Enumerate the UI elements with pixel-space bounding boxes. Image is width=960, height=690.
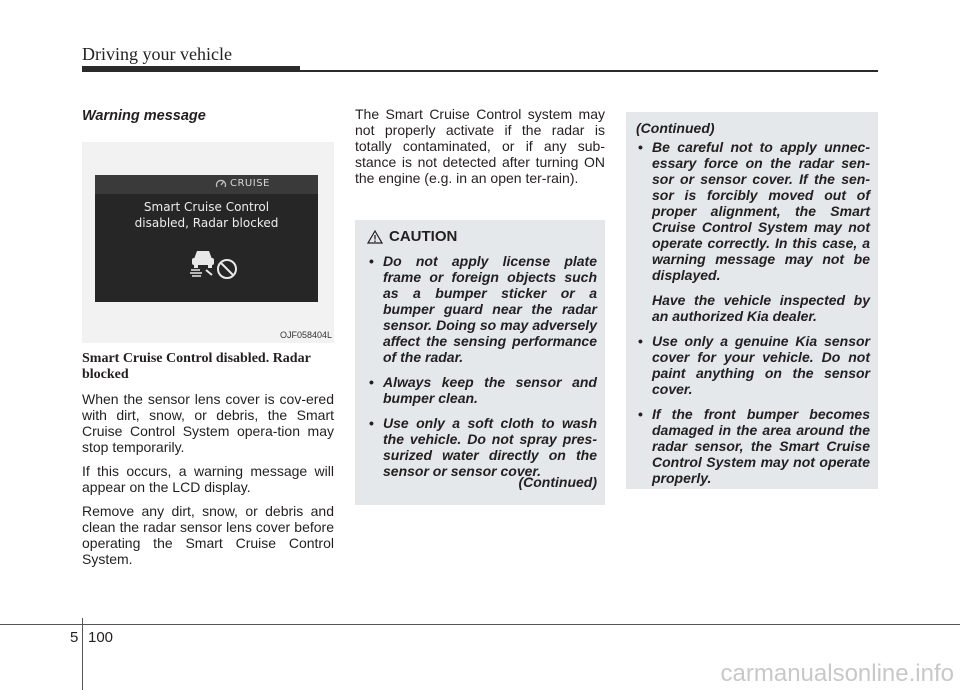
continued-list (634, 139, 870, 495)
footer-divider (82, 618, 83, 690)
caution-box (355, 220, 605, 505)
page-header-title: Driving your vehicle (82, 44, 232, 64)
lcd-display (95, 175, 318, 302)
lcd-cruise-label: CRUISE (230, 178, 270, 189)
body-paragraph-2: If this occurs, a warning message will appear on the LCD display. (82, 463, 334, 495)
continued-item: • Use only a genuine Kia sensor cover for your vehicle. Do not paint anything on the sensor cover. (638, 333, 870, 397)
continued-box (626, 112, 878, 489)
lcd-figure (82, 142, 334, 343)
radar-blocked-icon (188, 245, 238, 281)
page-number: 100 (88, 629, 114, 646)
header-rule-thin (300, 70, 878, 72)
left-column (82, 108, 334, 575)
middle-paragraph: The Smart Cruise Control system may not properly activate if the radar is totally contaminated, or if any sub-stance is not detected after turning ON the engine (e.g. in an open ter-rain). (355, 106, 605, 186)
continued-heading: (Continued) (636, 120, 715, 136)
caution-item: • Use only a soft cloth to wash the vehicle. Do not spray pres-surized water directly on the sensor or sensor cover. (369, 415, 597, 479)
lcd-message-line2: disabled, Radar blocked (134, 216, 279, 230)
footer-rule (0, 624, 960, 625)
lcd-message (95, 199, 318, 231)
subheading: Smart Cruise Control disabled. Radar blocked (82, 351, 311, 382)
cruise-indicator-icon (215, 178, 227, 190)
warning-triangle-icon (367, 230, 383, 244)
header-rule-thick (82, 66, 300, 72)
continued-item: • Be careful not to apply unnec-essary force on the radar sen-sor or sensor cover. If the sen-sor is forcibly moved out of proper alignment, the Smart Cruise Control System may not operate correctly. In this case, a warning message may not be displayed. (638, 139, 870, 283)
continued-label: (Continued) (518, 474, 597, 490)
watermark: carmanualsonline.info (720, 660, 954, 687)
body-paragraph-1: When the sensor lens cover is cov-ered with dirt, snow, or debris, the Smart Cruise Control System opera-tion may stop temporarily. (82, 391, 334, 455)
lcd-message-line1: Smart Cruise Control (143, 200, 270, 214)
chapter-number: 5 (70, 629, 79, 646)
figure-caption: OJF058404L (279, 330, 332, 340)
caution-item: • Do not apply license plate frame or foreign objects such as a bumper sticker or a bumper guard near the radar sensor. Doing so may adversely affect the sensing performance of the radar. (369, 253, 597, 365)
continued-item: • If the front bumper becomes damaged in the area around the radar sensor, the Smart Cruise Control System may not operate properly. (638, 406, 870, 486)
body-paragraph-3: Remove any dirt, snow, or debris and clean the radar sensor lens cover before operating the Smart Cruise Control System. (82, 503, 334, 567)
section-heading: Warning message (82, 108, 206, 124)
caution-item: • Always keep the sensor and bumper clean. (369, 374, 597, 406)
continued-sub-paragraph: Have the vehicle inspected by an authorized Kia dealer. (652, 292, 870, 324)
caution-title-text: CAUTION (389, 228, 458, 245)
lcd-top-bar (95, 175, 318, 194)
caution-list (365, 253, 597, 488)
caution-title (367, 228, 457, 245)
